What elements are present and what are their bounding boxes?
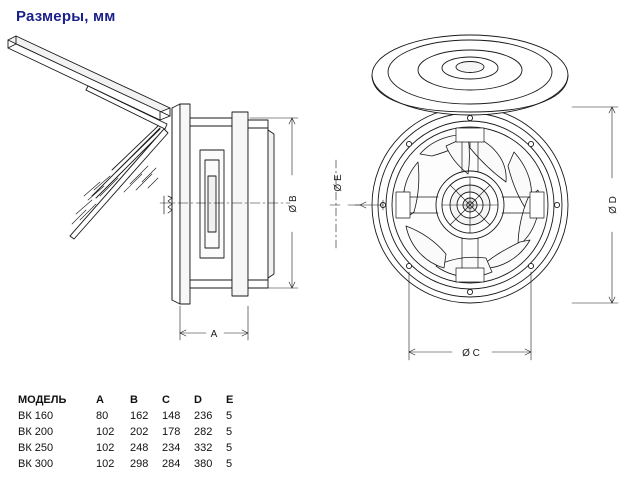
cell-a: 80 — [96, 410, 109, 422]
table-row — [18, 424, 246, 440]
cell-d: 380 — [194, 458, 213, 470]
label-diameter-d: Ø D — [608, 196, 619, 214]
cell-model: ВК 200 — [18, 426, 54, 438]
table-row — [18, 456, 246, 472]
label-diameter-e: Ø E — [333, 174, 344, 192]
cell-e: 5 — [226, 410, 233, 422]
cell-d: 332 — [194, 442, 213, 454]
cell-e: 5 — [226, 458, 233, 470]
col-header-a: A — [96, 394, 104, 406]
cell-b: 298 — [130, 458, 149, 470]
cell-model: ВК 160 — [18, 410, 54, 422]
col-header-e: E — [226, 394, 234, 406]
cell-b: 162 — [130, 410, 149, 422]
cell-c: 234 — [162, 442, 181, 454]
label-length-a: A — [210, 329, 218, 340]
cell-b: 202 — [130, 426, 149, 438]
table-row — [18, 440, 246, 456]
cell-b: 248 — [130, 442, 149, 454]
cell-c: 178 — [162, 426, 181, 438]
cell-d: 236 — [194, 410, 213, 422]
col-header-model: МОДЕЛЬ — [18, 394, 67, 406]
label-diameter-c: Ø C — [462, 348, 480, 359]
table-header-row — [18, 392, 246, 408]
cell-a: 102 — [96, 442, 115, 454]
col-header-d: D — [194, 394, 202, 406]
cell-a: 102 — [96, 426, 115, 438]
cell-e: 5 — [226, 442, 233, 454]
right-view-fan — [372, 35, 568, 303]
dimensions-table — [18, 392, 246, 472]
label-diameter-b: Ø B — [288, 195, 299, 213]
cell-c: 148 — [162, 410, 181, 422]
cell-model: ВК 300 — [18, 458, 54, 470]
page-title: Размеры, мм — [16, 8, 116, 25]
table-row — [18, 408, 246, 424]
left-view-body — [160, 104, 290, 304]
cell-d: 282 — [194, 426, 213, 438]
col-header-c: C — [162, 394, 170, 406]
col-header-b: B — [130, 394, 138, 406]
cell-c: 284 — [162, 458, 181, 470]
cell-model: ВК 250 — [18, 442, 54, 454]
left-view-shutter — [8, 36, 170, 239]
cell-a: 102 — [96, 458, 115, 470]
cell-e: 5 — [226, 426, 233, 438]
